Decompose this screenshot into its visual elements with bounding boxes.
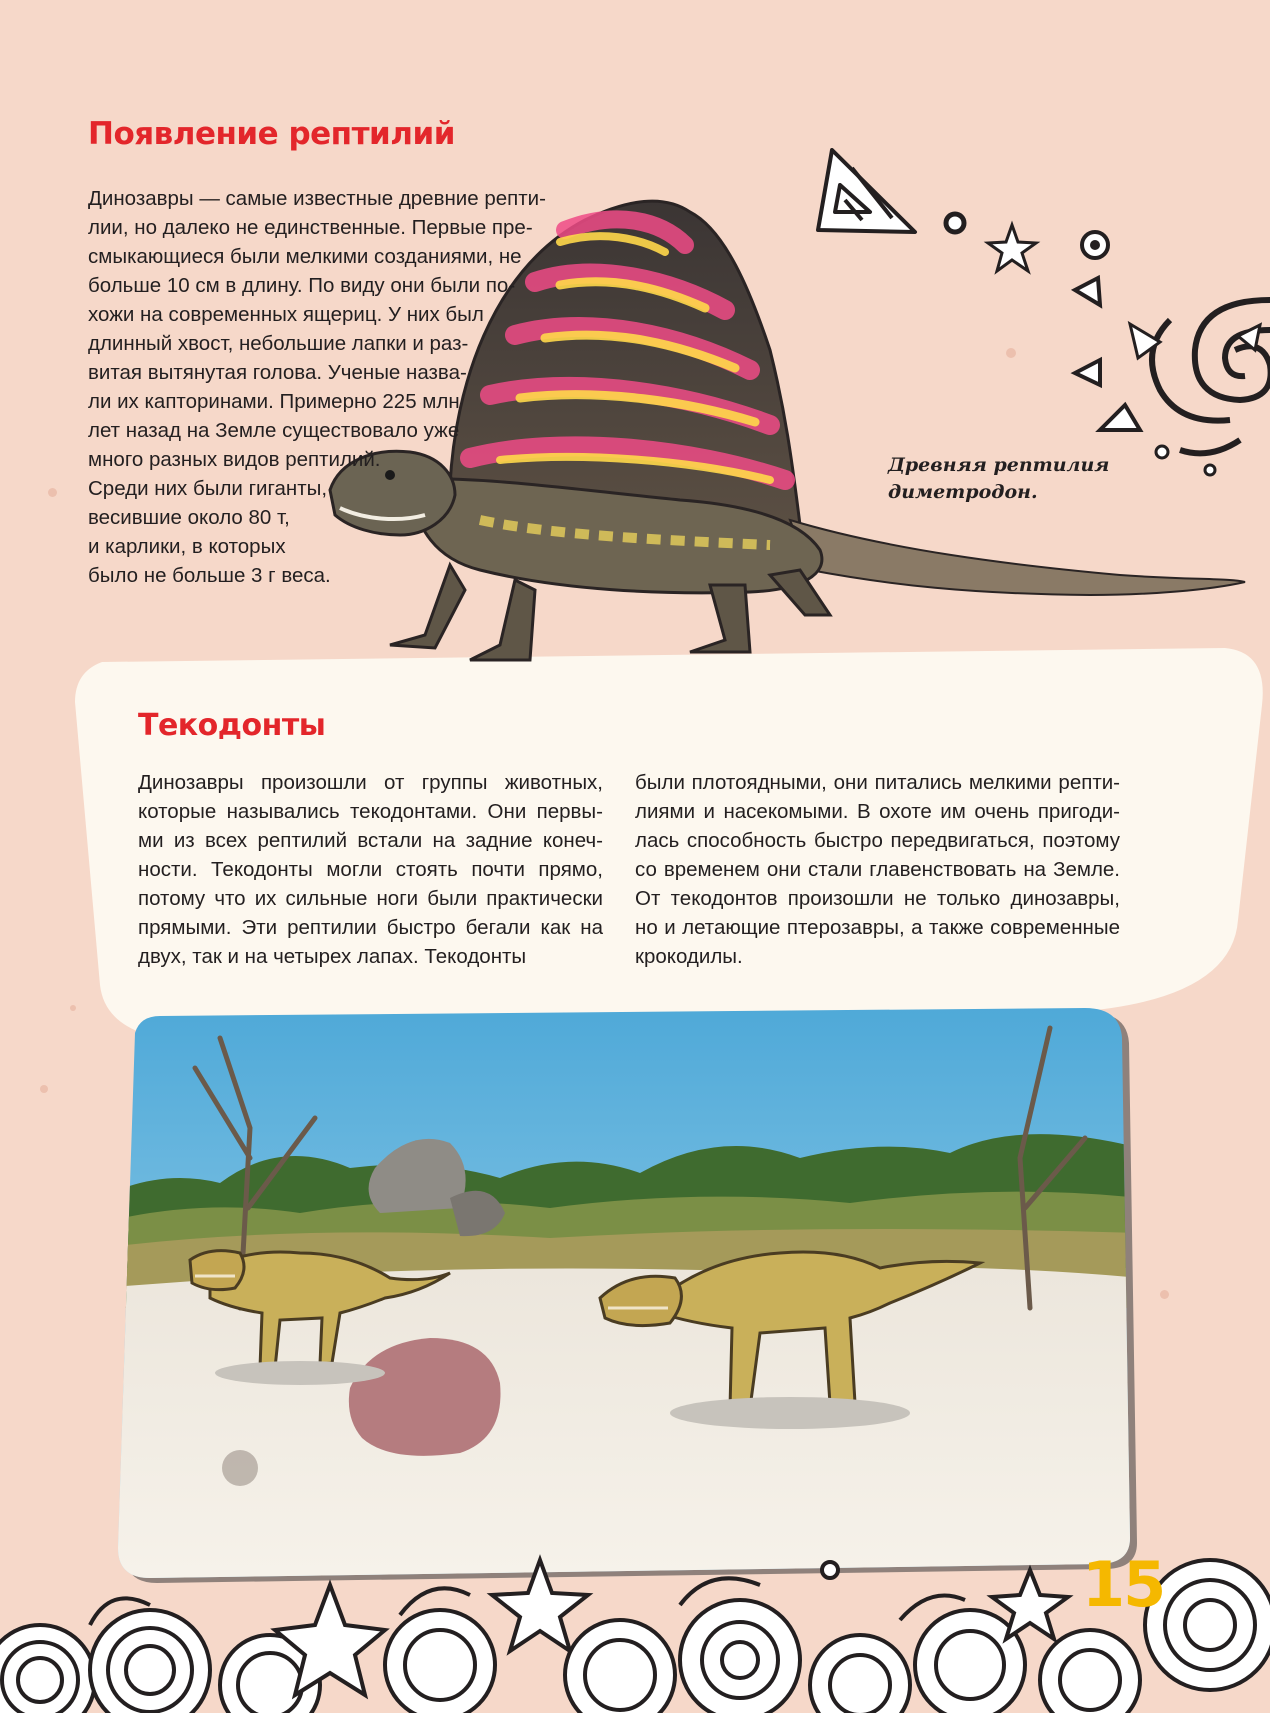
- text-line: длинный хвост, небольшие лапки и раз-: [88, 332, 469, 355]
- text-line: было не больше 3 г веса.: [88, 564, 331, 587]
- paragraph: Динозавры произошли от группы животных, которые назывались текодонтами. Они первыми из всех рептилий встали на задние конечности. Текодонты могли стоять почти прямо, потому что их сильные ноги были практически прямыми. Эти рептилии быстро бегали как на двух, так и на четырех лапах. Текодонты: [138, 771, 603, 968]
- text-line: витая вытянутая голова. Ученые назва-: [88, 361, 467, 384]
- section-heading: Текодонты: [138, 708, 326, 743]
- section-heading: Появление рептилий: [88, 116, 455, 152]
- caption-line: Древняя рептилия: [888, 454, 1110, 476]
- text-line: Динозавры — самые известные древние репти-: [88, 187, 546, 210]
- page-number: 15: [1082, 1548, 1165, 1621]
- text-line: много разных видов рептилий.: [88, 448, 381, 471]
- text-line: и карлики, в которых: [88, 535, 286, 558]
- image-caption: [888, 452, 1138, 506]
- text-line: Среди них были гиганты,: [88, 477, 328, 500]
- paragraph: были плотоядными, они питались мелкими рептилиями и насекомыми. В охоте им очень пригодилась способность быстро передвигаться, поэтому со временем они стали главенствовать на Земле. От текодонтов произошли не только динозавры, но и летающие птерозавры, а также современные крокодилы.: [635, 771, 1120, 968]
- text-column-left: [138, 768, 603, 971]
- text-column-right: [635, 768, 1120, 971]
- intro-paragraph: [88, 184, 588, 590]
- text-line: лии, но далеко не единственные. Первые пре-: [88, 216, 533, 239]
- doodle-border: [0, 1525, 1270, 1713]
- text-line: лет назад на Земле существовало уже: [88, 419, 460, 442]
- text-line: смыкающиеся были мелкими созданиями, не: [88, 245, 522, 268]
- thecodont-photo: [100, 1008, 1140, 1578]
- text-line: больше 10 см в длину. По виду они были по-: [88, 274, 516, 297]
- text-line: ли их капторинами. Примерно 225 млн: [88, 390, 460, 413]
- caption-line: диметродон.: [888, 481, 1038, 503]
- text-line: хожи на современных ящериц. У них был: [88, 303, 484, 326]
- text-line: весившие около 80 т,: [88, 506, 290, 529]
